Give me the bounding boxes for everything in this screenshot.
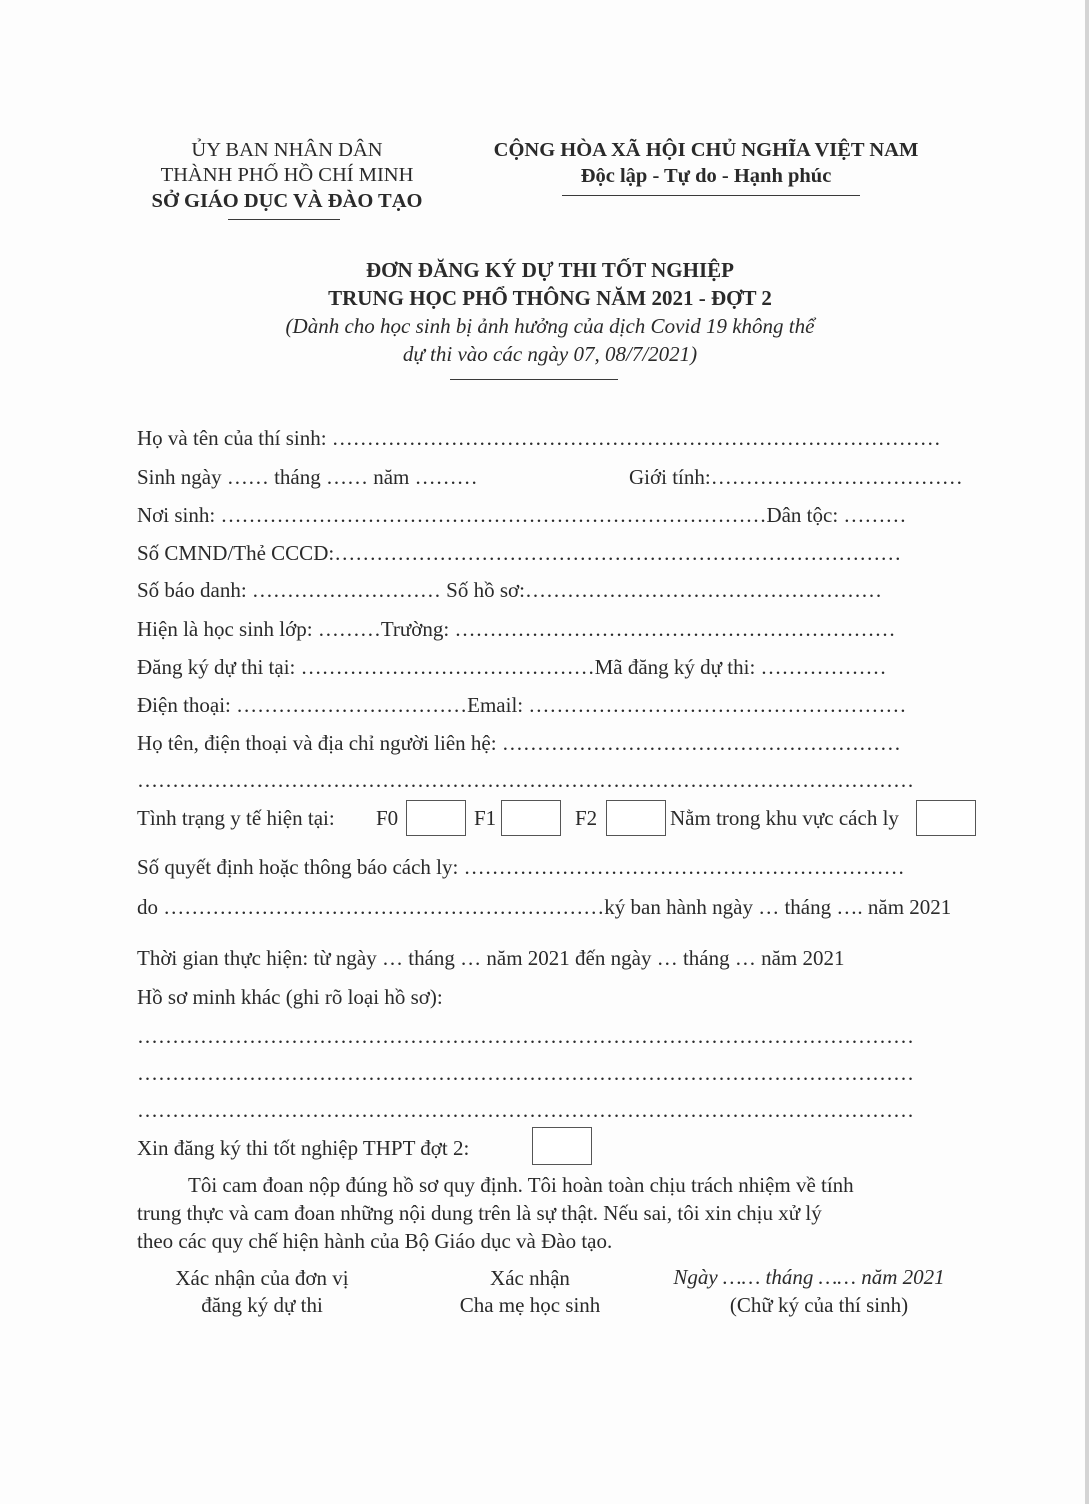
field-sinh-ngay[interactable]: Sinh ngày …… tháng …… năm ………	[137, 465, 478, 489]
field-gioi-tinh[interactable]: Giới tính:………………………………	[629, 465, 963, 489]
field-so-bao-danh[interactable]: Số báo danh: ……………………… Số hồ sơ:……………………………………………	[137, 578, 882, 602]
f2-checkbox[interactable]	[606, 800, 666, 836]
field-dang-ky-tai[interactable]: Đăng ký dự thi tại: ……………………………………Mã đăng ký dự thi: ………………	[137, 655, 887, 679]
form-subtitle-line-2: dự thi vào các ngày 07, 08/7/2021)	[402, 342, 698, 366]
field-so-quyet-dinh[interactable]: Số quyết định hoặc thông báo cách ly: ………………………………………………………	[137, 855, 905, 879]
f2-label: F2	[575, 806, 598, 830]
sig-parent-line-1: Xác nhận	[490, 1266, 570, 1290]
f0-label: F0	[376, 806, 399, 830]
cach-ly-label: Nằm trong khu vực cách ly	[670, 806, 899, 830]
pledge-line-2: trung thực và cam đoan những nội dung trên là sự thật. Nếu sai, tôi xin chịu xử lý	[137, 1201, 822, 1225]
sig-unit-line-1: Xác nhận của đơn vị	[175, 1266, 349, 1290]
form-title-line-1: ĐƠN ĐĂNG KÝ DỰ THI TỐT NGHIỆP	[366, 258, 734, 282]
page-edge	[1085, 0, 1089, 1504]
cach-ly-checkbox[interactable]	[916, 800, 976, 836]
f0-checkbox[interactable]	[406, 800, 466, 836]
f1-checkbox[interactable]	[501, 800, 561, 836]
form-subtitle-line-1: (Dành cho học sinh bị ảnh hưởng của dịch Covid 19 không thể	[285, 314, 815, 338]
header-right-line-2: Độc lập - Tự do - Hạnh phúc	[580, 165, 832, 187]
field-do-ky[interactable]: do ………………………………………………………ký ban hành ngày … tháng …. năm 2021	[137, 895, 952, 919]
header-right-underline	[562, 195, 860, 196]
header-left-line-3: SỞ GIÁO DỤC VÀ ĐÀO TẠO	[151, 190, 423, 212]
field-thoi-gian[interactable]: Thời gian thực hiện: từ ngày … tháng … năm 2021 đến ngày … tháng … năm 2021	[137, 946, 845, 970]
header-left-line-1: ỦY BAN NHÂN DÂN	[191, 139, 383, 161]
field-dien-thoai[interactable]: Điện thoại: ……………………………Email: ………………………………………………	[137, 693, 907, 717]
field-ho-ten[interactable]: Họ và tên của thí sinh: ……………………………………………………………………………	[137, 426, 941, 450]
field-dong-trong-1[interactable]: …………………………………………………………………………………………………	[137, 768, 914, 792]
sig-parent-line-2: Cha mẹ học sinh	[459, 1293, 601, 1317]
field-noi-sinh[interactable]: Nơi sinh: ……………………………………………………………………Dân tộc: ………	[137, 503, 907, 527]
xin-dang-ky-checkbox[interactable]	[532, 1127, 592, 1165]
field-dong-trong-3[interactable]: …………………………………………………………………………………………………	[137, 1061, 914, 1085]
f1-label: F1	[474, 806, 497, 830]
field-hoc-sinh-lop[interactable]: Hiện là học sinh lớp: ………Trường: ………………………………………………………	[137, 617, 896, 641]
xin-dang-ky-label: Xin đăng ký thi tốt nghiệp THPT đợt 2:	[137, 1136, 470, 1160]
form-title-line-2: TRUNG HỌC PHỔ THÔNG NĂM 2021 - ĐỢT 2	[328, 286, 772, 310]
field-cmnd[interactable]: Số CMND/Thẻ CCCD:………………………………………………………………………	[137, 541, 902, 565]
field-ho-so-khac: Hồ sơ minh khác (ghi rõ loại hồ sơ):	[137, 985, 443, 1009]
header-left-underline	[228, 219, 340, 220]
field-dong-trong-2[interactable]: …………………………………………………………………………………………………	[137, 1024, 914, 1048]
field-nguoi-lien-he[interactable]: Họ tên, điện thoại và địa chỉ người liên hệ: …………………………………………………	[137, 731, 901, 755]
pledge-line-1: Tôi cam đoan nộp đúng hồ sơ quy định. Tôi hoàn toàn chịu trách nhiệm về tính	[188, 1173, 854, 1197]
header-right-line-1: CỘNG HÒA XÃ HỘI CHỦ NGHĨA VIỆT NAM	[493, 139, 919, 161]
sig-candidate: (Chữ ký của thí sinh)	[729, 1293, 909, 1317]
sig-unit-line-2: đăng ký dự thi	[201, 1293, 323, 1317]
title-underline	[450, 379, 618, 380]
tinh-trang-label: Tình trạng y tế hiện tại:	[137, 806, 335, 830]
field-dong-trong-4[interactable]: …………………………………………………………………………………………………	[137, 1098, 914, 1122]
pledge-line-3: theo các quy chế hiện hành của Bộ Giáo dục và Đào tạo.	[137, 1229, 613, 1253]
sig-date: Ngày …… tháng …… năm 2021	[673, 1265, 945, 1289]
header-left-line-2: THÀNH PHỐ HỒ CHÍ MINH	[160, 164, 414, 186]
